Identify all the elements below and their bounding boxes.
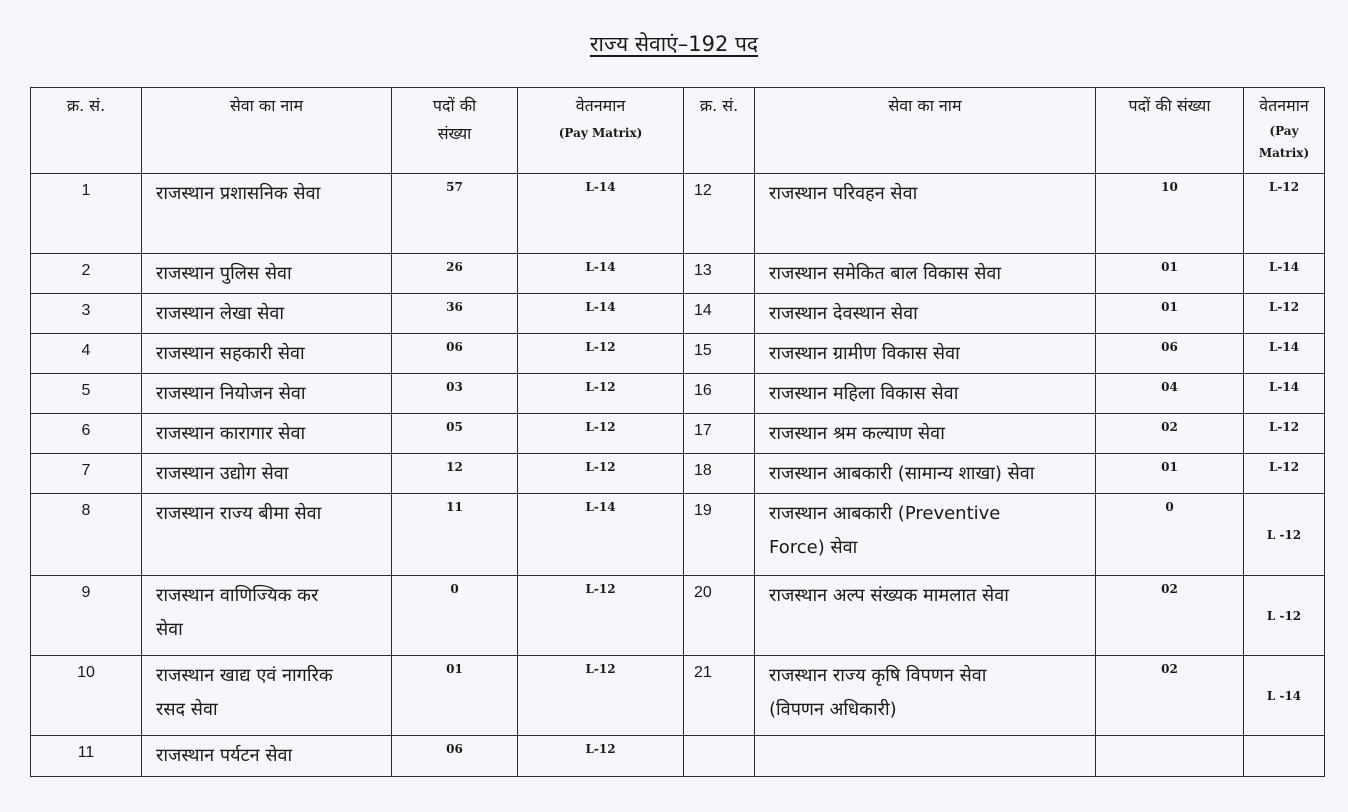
serial-number-cell: 15 xyxy=(684,334,755,374)
service-name-cell xyxy=(755,254,1096,294)
table-row xyxy=(31,254,1325,294)
page-title xyxy=(0,30,1348,58)
service-name-cell xyxy=(142,414,392,454)
serial-number-cell: 21 xyxy=(684,656,755,736)
service-name-line1: राजस्थान ग्रामीण विकास सेवा xyxy=(769,343,960,364)
pay-level-cell: L-14 xyxy=(518,254,684,294)
pay-level-cell: L-12 xyxy=(1244,414,1325,454)
service-name-cell xyxy=(142,576,392,656)
table-row xyxy=(31,374,1325,414)
posts-count-cell: 01 xyxy=(392,656,518,736)
service-name-cell xyxy=(142,294,392,334)
serial-number-cell: 11 xyxy=(31,736,142,777)
service-name-cell xyxy=(142,334,392,374)
posts-count-cell: 12 xyxy=(392,454,518,494)
serial-number-cell: 2 xyxy=(31,254,142,294)
service-name-line1: राजस्थान पुलिस सेवा xyxy=(156,263,292,284)
posts-count-cell: 05 xyxy=(392,414,518,454)
posts-count-cell: 11 xyxy=(392,494,518,576)
posts-count-cell: 57 xyxy=(392,174,518,254)
service-name-line1: राजस्थान नियोजन सेवा xyxy=(156,383,306,404)
pay-level-cell: L-14 xyxy=(1244,334,1325,374)
service-name-cell xyxy=(142,454,392,494)
service-name-cell xyxy=(755,736,1096,777)
posts-count-cell: 06 xyxy=(392,334,518,374)
service-name-line1: राजस्थान परिवहन सेवा xyxy=(769,183,918,204)
posts-count-cell: 02 xyxy=(1096,414,1244,454)
pay-level-cell: L -14 xyxy=(1244,656,1325,736)
service-name-line1: राजस्थान राज्य बीमा सेवा xyxy=(156,503,322,524)
serial-number-cell: 5 xyxy=(31,374,142,414)
service-name-line2: (विपणन अधिकारी) xyxy=(769,699,897,720)
service-name-cell xyxy=(755,454,1096,494)
posts-count-cell: 0 xyxy=(392,576,518,656)
service-name-line1: राजस्थान देवस्थान सेवा xyxy=(769,303,918,324)
service-name-cell xyxy=(142,254,392,294)
pay-level-cell: L-12 xyxy=(1244,174,1325,254)
serial-number-cell: 18 xyxy=(684,454,755,494)
service-name-line2: रसद सेवा xyxy=(156,699,218,720)
service-name-line1: राजस्थान उद्योग सेवा xyxy=(156,463,289,484)
pay-level-cell: L-12 xyxy=(1244,454,1325,494)
pay-level-cell: L-12 xyxy=(518,414,684,454)
service-name-line1: राजस्थान खाद्य एवं नागरिक xyxy=(156,665,333,686)
service-name-line1: राजस्थान वाणिज्यिक कर xyxy=(156,585,319,606)
pay-level-cell: L-12 xyxy=(518,576,684,656)
service-name-line1: राजस्थान महिला विकास सेवा xyxy=(769,383,959,404)
service-name-cell xyxy=(755,334,1096,374)
pay-level-cell xyxy=(1244,736,1325,777)
service-name-line1: राजस्थान आबकारी (Preventive xyxy=(769,503,1001,524)
posts-count-cell: 01 xyxy=(1096,454,1244,494)
pay-level-cell: L-14 xyxy=(518,174,684,254)
service-name-line2: सेवा xyxy=(156,619,183,640)
serial-number-cell: 4 xyxy=(31,334,142,374)
posts-count-cell: 36 xyxy=(392,294,518,334)
serial-number-cell: 16 xyxy=(684,374,755,414)
header-posts-line1: पदों की xyxy=(432,96,477,115)
serial-number-cell: 10 xyxy=(31,656,142,736)
serial-number-cell: 1 xyxy=(31,174,142,254)
posts-count-cell: 10 xyxy=(1096,174,1244,254)
table-row xyxy=(31,494,1325,576)
header-pay-en: (Pay Matrix) xyxy=(558,126,643,140)
header-posts-right: पदों की संख्या xyxy=(1096,88,1244,174)
pay-level-cell: L-12 xyxy=(518,454,684,494)
service-name-line1: राजस्थान सहकारी सेवा xyxy=(156,343,305,364)
service-name-line2: Force) सेवा xyxy=(769,537,858,558)
table-row xyxy=(31,334,1325,374)
service-name-cell xyxy=(755,656,1096,736)
header-pay-en-right-2: Matrix) xyxy=(1258,146,1310,160)
header-sno-left: क्र. सं. xyxy=(31,88,142,174)
posts-count-cell: 02 xyxy=(1096,656,1244,736)
pay-level-cell: L-12 xyxy=(1244,294,1325,334)
serial-number-cell: 20 xyxy=(684,576,755,656)
header-pay-left xyxy=(518,88,684,174)
serial-number-cell: 7 xyxy=(31,454,142,494)
service-name-line1: राजस्थान आबकारी (सामान्य शाखा) सेवा xyxy=(769,463,1035,484)
service-name-cell xyxy=(755,414,1096,454)
service-name-cell xyxy=(755,374,1096,414)
service-name-cell xyxy=(755,174,1096,254)
header-service-name-right: सेवा का नाम xyxy=(755,88,1096,174)
service-name-line1: राजस्थान प्रशासनिक सेवा xyxy=(156,183,321,204)
header-posts-line2: संख्या xyxy=(437,124,472,143)
service-name-line1: राजस्थान लेखा सेवा xyxy=(156,303,285,324)
posts-count-cell: 02 xyxy=(1096,576,1244,656)
posts-count-cell: 01 xyxy=(1096,254,1244,294)
pay-level-cell: L-14 xyxy=(1244,374,1325,414)
service-name-cell xyxy=(142,374,392,414)
serial-number-cell: 9 xyxy=(31,576,142,656)
pay-level-cell: L-14 xyxy=(518,294,684,334)
table-row xyxy=(31,414,1325,454)
header-pay-en-right-1: (Pay xyxy=(1269,124,1299,138)
service-name-cell xyxy=(142,174,392,254)
table-row xyxy=(31,656,1325,736)
serial-number-cell: 14 xyxy=(684,294,755,334)
posts-count-cell xyxy=(1096,736,1244,777)
service-name-line1: राजस्थान श्रम कल्याण सेवा xyxy=(769,423,945,444)
pay-level-cell: L-12 xyxy=(518,736,684,777)
service-name-cell xyxy=(755,576,1096,656)
serial-number-cell: 3 xyxy=(31,294,142,334)
serial-number-cell: 6 xyxy=(31,414,142,454)
service-name-cell xyxy=(755,294,1096,334)
serial-number-cell: 13 xyxy=(684,254,755,294)
service-name-cell xyxy=(142,656,392,736)
posts-count-cell: 04 xyxy=(1096,374,1244,414)
serial-number-cell xyxy=(684,736,755,777)
posts-count-cell: 26 xyxy=(392,254,518,294)
pay-level-cell: L-12 xyxy=(518,656,684,736)
table-row xyxy=(31,454,1325,494)
header-row xyxy=(31,88,1325,174)
serial-number-cell: 12 xyxy=(684,174,755,254)
pay-level-cell: L-14 xyxy=(518,494,684,576)
posts-count-cell: 01 xyxy=(1096,294,1244,334)
header-sno-right: क्र. सं. xyxy=(684,88,755,174)
posts-count-cell: 03 xyxy=(392,374,518,414)
serial-number-cell: 17 xyxy=(684,414,755,454)
service-name-line1: राजस्थान कारागार सेवा xyxy=(156,423,306,444)
pay-level-cell: L -12 xyxy=(1244,494,1325,576)
serial-number-cell: 8 xyxy=(31,494,142,576)
service-name-line1: राजस्थान पर्यटन सेवा xyxy=(156,745,293,766)
header-pay-hi-right: वेतनमान xyxy=(1259,96,1309,115)
services-table xyxy=(30,87,1325,777)
table-row xyxy=(31,576,1325,656)
serial-number-cell: 19 xyxy=(684,494,755,576)
header-service-name-left: सेवा का नाम xyxy=(142,88,392,174)
pay-level-cell: L-14 xyxy=(1244,254,1325,294)
pay-level-cell: L-12 xyxy=(518,334,684,374)
header-pay-right xyxy=(1244,88,1325,174)
service-name-cell xyxy=(142,736,392,777)
service-name-cell xyxy=(755,494,1096,576)
header-pay-hi: वेतनमान xyxy=(575,96,626,115)
header-posts-left xyxy=(392,88,518,174)
pay-level-cell: L-12 xyxy=(518,374,684,414)
service-name-cell xyxy=(142,494,392,576)
service-name-line1: राजस्थान अल्प संख्यक मामलात सेवा xyxy=(769,585,1009,606)
title-text: राज्य सेवाएं–192 पद xyxy=(589,32,759,56)
posts-count-cell: 06 xyxy=(1096,334,1244,374)
service-name-line1: राजस्थान समेकित बाल विकास सेवा xyxy=(769,263,1002,284)
pay-level-cell: L -12 xyxy=(1244,576,1325,656)
table-row xyxy=(31,174,1325,254)
posts-count-cell: 0 xyxy=(1096,494,1244,576)
table-row xyxy=(31,294,1325,334)
posts-count-cell: 06 xyxy=(392,736,518,777)
service-name-line1: राजस्थान राज्य कृषि विपणन सेवा xyxy=(769,665,987,686)
table-row xyxy=(31,736,1325,777)
